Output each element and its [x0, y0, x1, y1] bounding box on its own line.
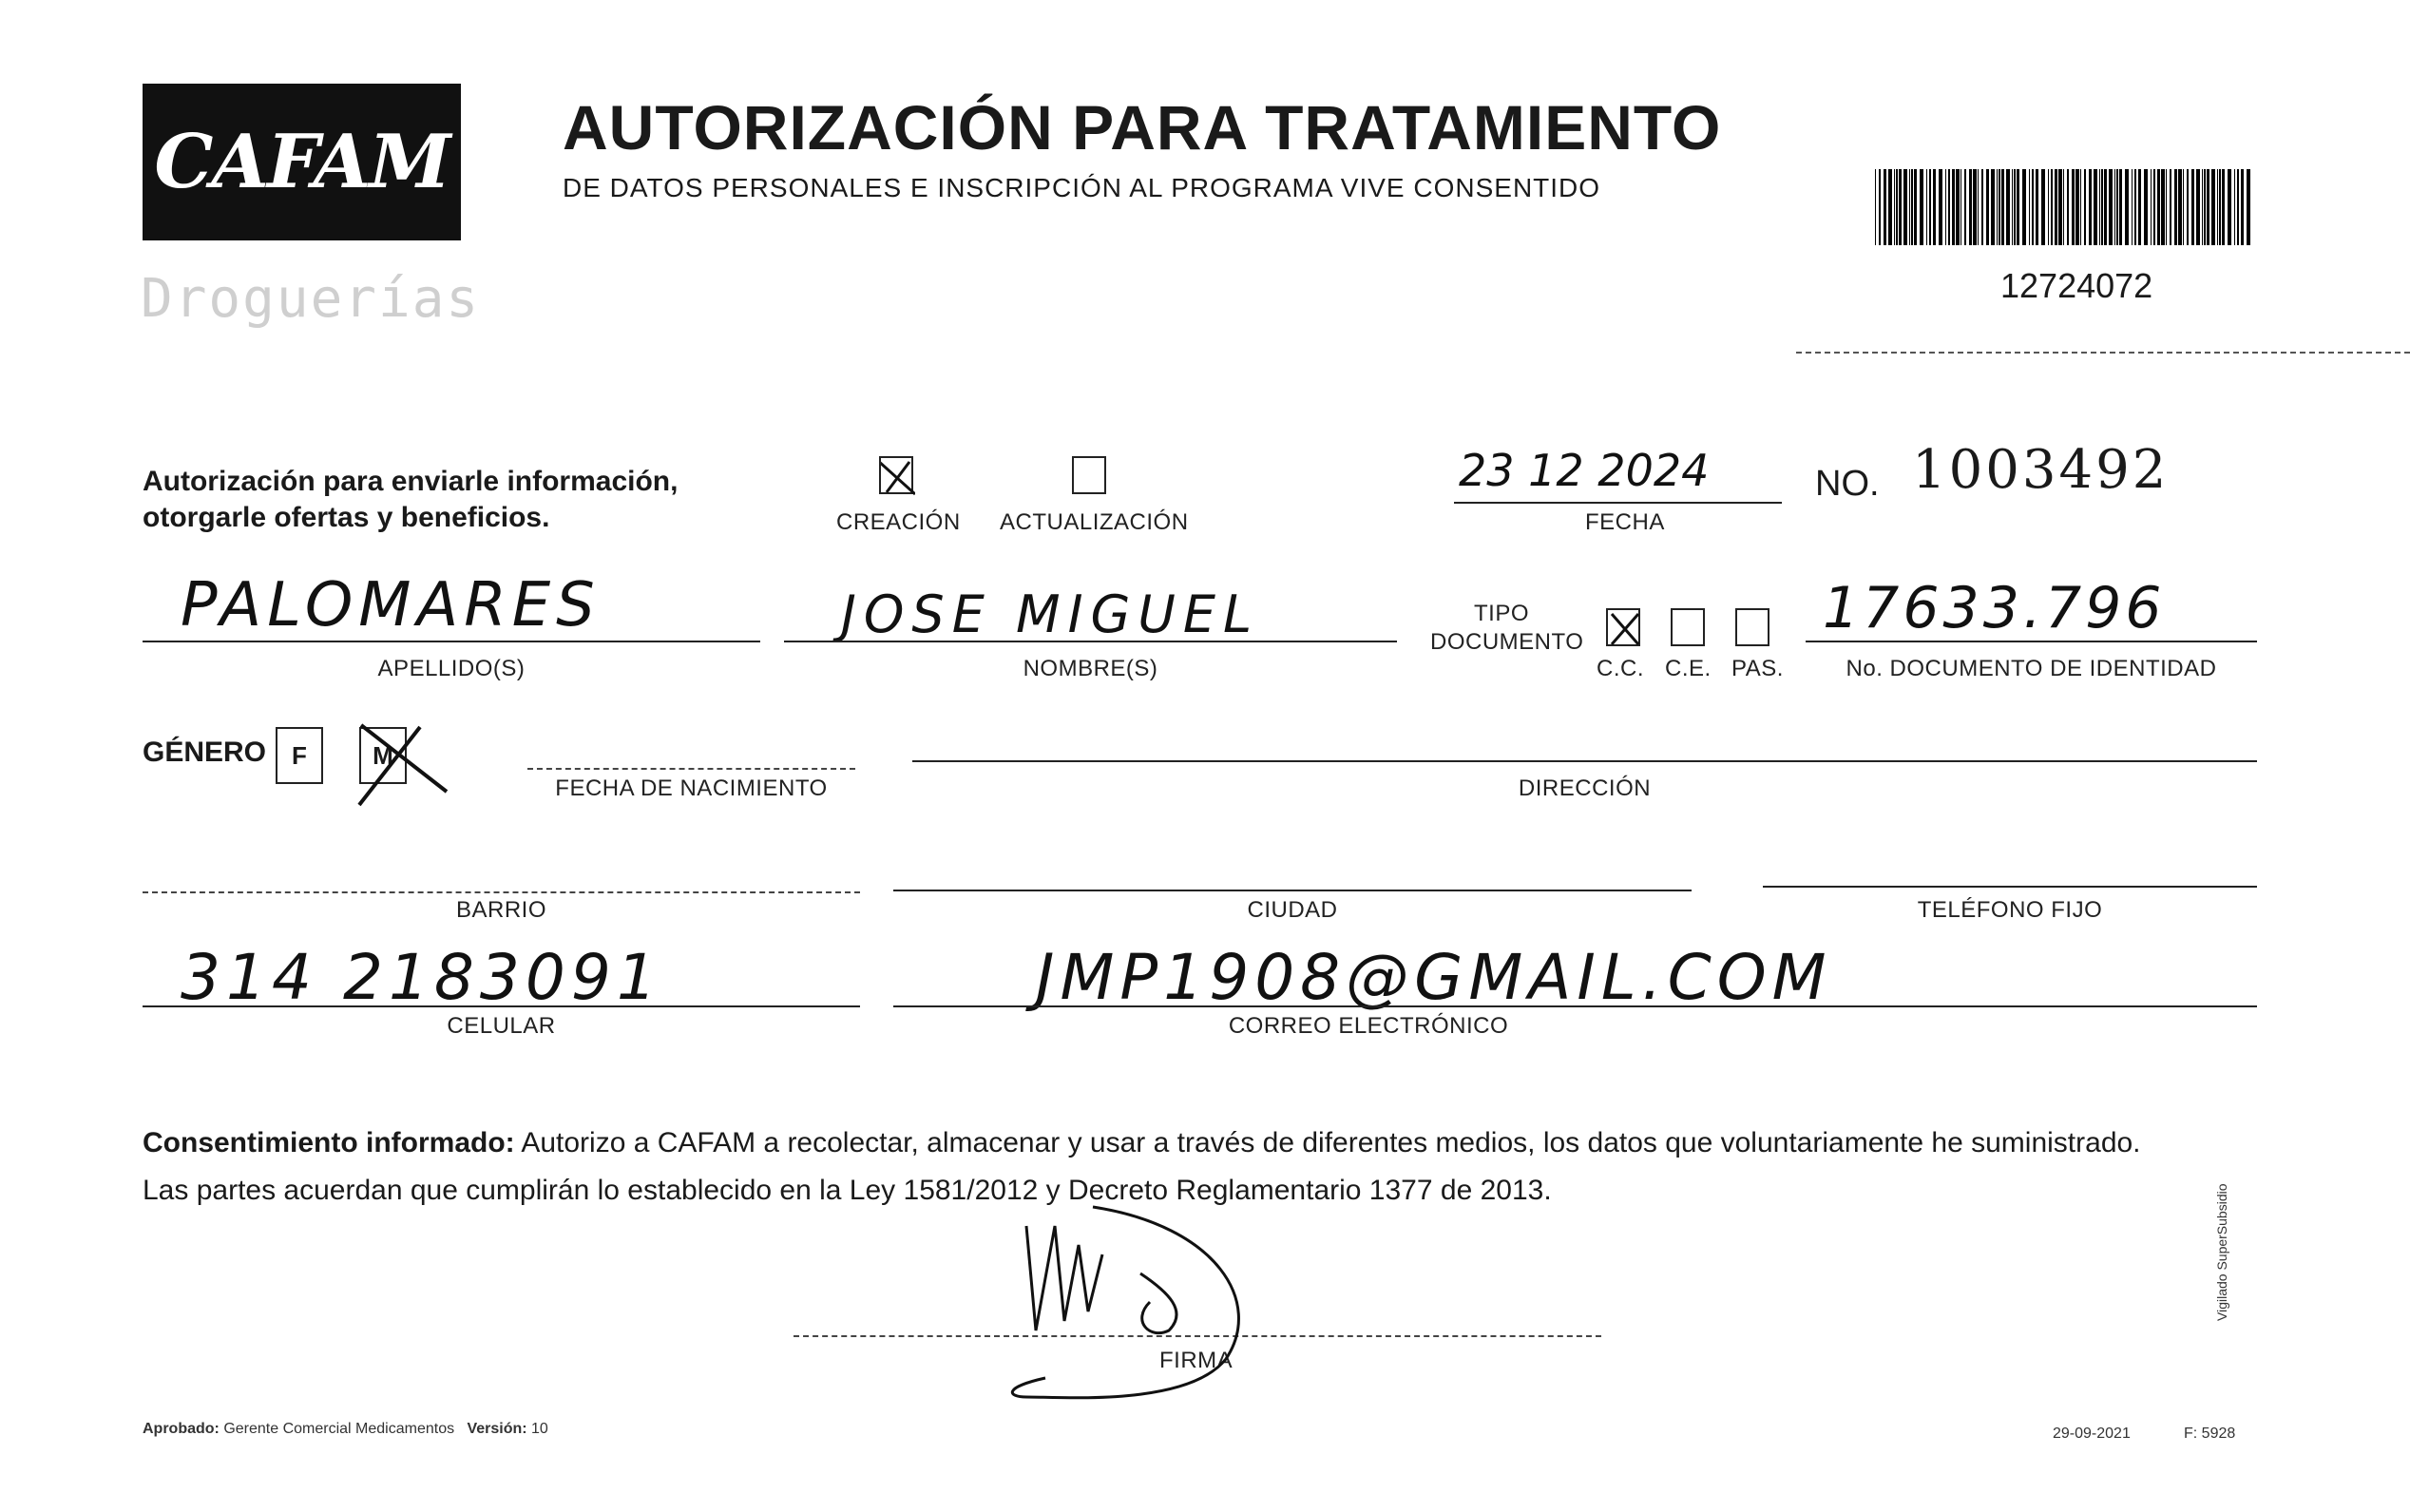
- genero-label: GÉNERO: [143, 737, 267, 768]
- consent-line2: Las partes acuerdan que cumplirán lo establecido en la Ley 1581/2012 y Decreto Reglamentario 1377 de 2013.: [143, 1175, 1552, 1206]
- correo-label: CORREO ELECTRÓNICO: [1228, 1013, 1509, 1039]
- doc-label: No. DOCUMENTO DE IDENTIDAD: [1846, 656, 2217, 681]
- form-title: AUTORIZACIÓN PARA TRATAMIENTO: [563, 92, 1722, 163]
- pas-label: PAS.: [1731, 656, 1784, 681]
- genero-m-label: M: [373, 741, 393, 770]
- nombres-value: JOSE MIGUEL: [841, 584, 1260, 644]
- ce-label: C.E.: [1665, 656, 1712, 681]
- firma-label: FIRMA: [1159, 1348, 1234, 1373]
- check-mark-icon: [881, 458, 915, 496]
- correo-value: JMP1908@GMAIL.COM: [1036, 941, 1832, 1014]
- documento-label: DOCUMENTO: [1430, 629, 1584, 655]
- cc-checkbox[interactable]: [1606, 608, 1640, 646]
- aprobado: [143, 1421, 548, 1438]
- barrio-label: BARRIO: [455, 897, 546, 923]
- direccion-line: [912, 760, 2257, 762]
- doc-line: [1806, 641, 2257, 642]
- version-value: 10: [531, 1421, 548, 1437]
- nombres-line: [784, 641, 1397, 642]
- check-mark-icon: [1608, 610, 1642, 648]
- actualizacion-checkbox[interactable]: [1072, 456, 1106, 494]
- ciudad-label: CIUDAD: [1247, 897, 1338, 923]
- barrio-line: [143, 891, 860, 893]
- apellidos-label: APELLIDO(S): [377, 656, 526, 681]
- tipo-label: TIPO: [1473, 601, 1529, 626]
- nombres-label: NOMBRE(S): [1023, 656, 1158, 681]
- pas-checkbox[interactable]: [1735, 608, 1769, 646]
- celular-value: 314 2183091: [181, 941, 662, 1014]
- fecha-label: FECHA: [1585, 509, 1665, 535]
- ce-checkbox[interactable]: [1671, 608, 1705, 646]
- header-divider: [1796, 352, 2410, 354]
- aprobado-label: Aprobado:: [143, 1421, 220, 1437]
- no-value: 1003492: [1912, 439, 2170, 501]
- cc-label: C.C.: [1597, 656, 1644, 681]
- version-label: Versión:: [467, 1421, 527, 1437]
- consent-heading: Consentimiento informado:: [143, 1127, 515, 1158]
- creacion-label: CREACIÓN: [836, 509, 961, 535]
- ciudad-line: [893, 890, 1692, 891]
- telefono-label: TELÉFONO FIJO: [1917, 897, 2103, 923]
- aprobado-value: Gerente Comercial Medicamentos: [223, 1421, 455, 1437]
- fecha-line: [1454, 502, 1782, 504]
- auth-text-line2: otorgarle ofertas y beneficios.: [143, 502, 550, 533]
- apellidos-value: PALOMARES: [181, 570, 601, 641]
- signature-mark: [1007, 1188, 1283, 1416]
- no-label: NO.: [1815, 464, 1880, 504]
- consent-text1: Autorizo a CAFAM a recolectar, almacenar y usar a través de diferentes medios, los datos que voluntariamente he suministrado.: [514, 1127, 2141, 1158]
- direccion-label: DIRECCIÓN: [1518, 775, 1652, 801]
- barcode-number: 12724072: [2000, 266, 2153, 305]
- footer-date: 29-09-2021: [2053, 1426, 2131, 1442]
- celular-line: [143, 1005, 860, 1007]
- celular-label: CELULAR: [447, 1013, 556, 1039]
- barcode: [1875, 169, 2255, 245]
- logo-subtitle: Droguerías: [141, 268, 481, 330]
- cafam-logo: [143, 84, 461, 240]
- apellidos-line: [143, 641, 760, 642]
- consent-line1: [143, 1120, 2328, 1167]
- logo-text: CAFAM: [154, 119, 449, 205]
- correo-line: [893, 1005, 2257, 1007]
- nacimiento-line: [527, 768, 855, 770]
- form-subtitle: DE DATOS PERSONALES E INSCRIPCIÓN AL PROGRAMA VIVE CONSENTIDO: [563, 173, 1601, 202]
- doc-value: 17633.796: [1823, 575, 2166, 641]
- nacimiento-label: FECHA DE NACIMIENTO: [555, 775, 828, 801]
- auth-text-line1: Autorización para enviarle información,: [143, 466, 679, 497]
- creacion-checkbox[interactable]: [879, 456, 913, 494]
- genero-f-box[interactable]: F: [276, 727, 323, 784]
- genero-m-mark-icon: [352, 718, 456, 813]
- actualizacion-label: ACTUALIZACIÓN: [1000, 509, 1189, 535]
- telefono-line: [1763, 886, 2257, 888]
- footer-code: F: 5928: [2184, 1426, 2236, 1442]
- fecha-value: 23 12 2024: [1459, 445, 1710, 496]
- side-text: Vigilado SuperSubsidio: [2214, 1183, 2229, 1321]
